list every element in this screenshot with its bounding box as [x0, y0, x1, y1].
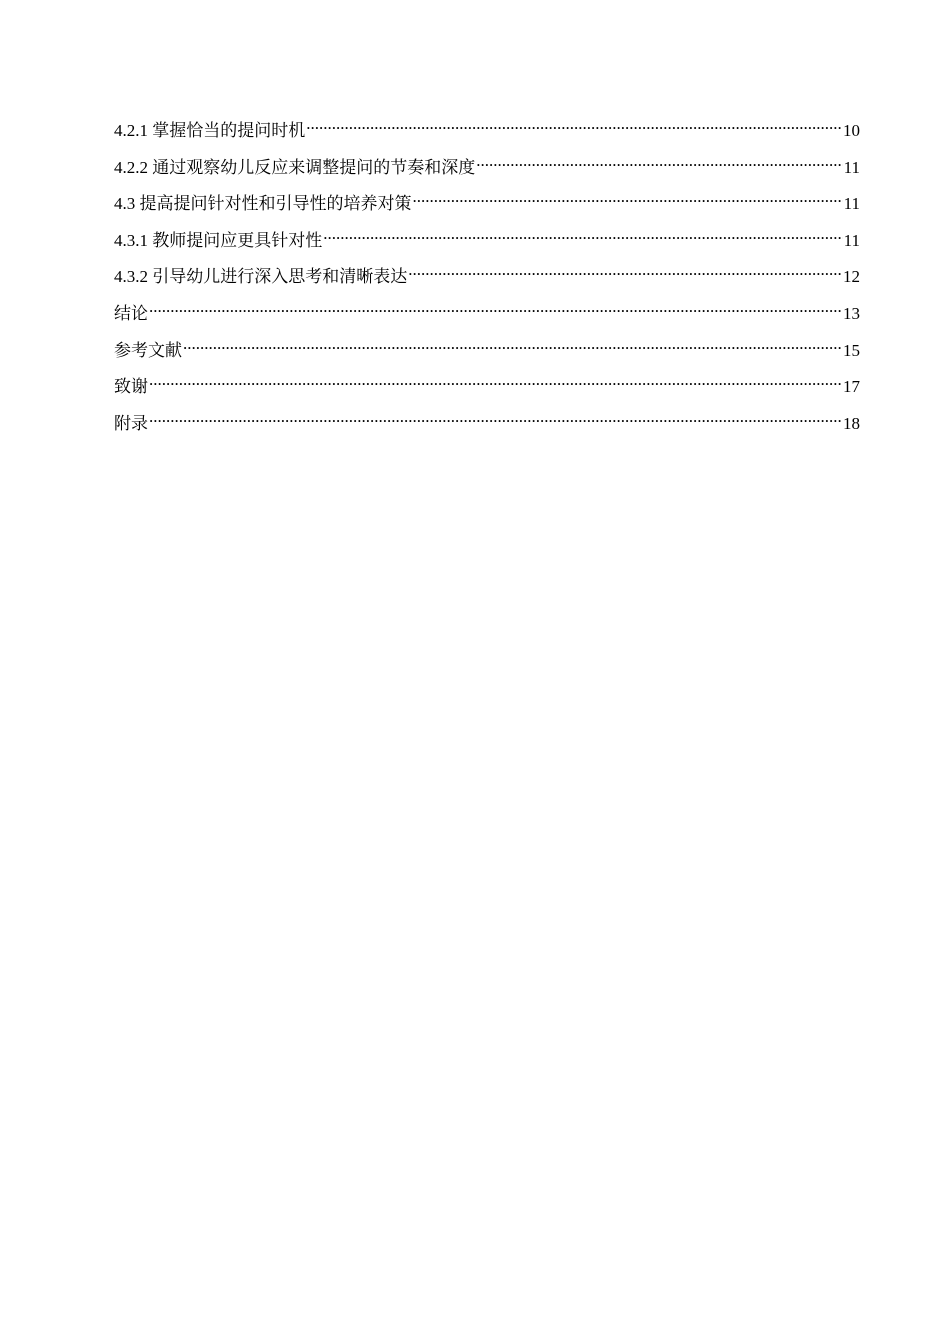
- toc-dot-leader: [413, 185, 843, 209]
- toc-entry-page-number: 12: [843, 267, 860, 287]
- toc-entry[interactable]: [114, 112, 860, 149]
- toc-entry-title: 4.3.1 教师提问应更具针对性: [114, 230, 323, 250]
- toc-entry-title: 参考文献: [114, 340, 182, 360]
- toc-entry-title: 致谢: [114, 377, 148, 397]
- toc-dot-leader: [183, 332, 842, 356]
- toc-entry-page-number: 11: [843, 157, 860, 177]
- toc-dot-leader: [149, 405, 842, 429]
- table-of-contents: [114, 112, 860, 441]
- toc-entry-page-number: 18: [843, 413, 860, 433]
- toc-dot-leader: [408, 258, 842, 282]
- toc-entry-page-number: 11: [843, 230, 860, 250]
- toc-entry[interactable]: [114, 258, 860, 295]
- toc-entry-page-number: 17: [843, 377, 860, 397]
- toc-dot-leader: [306, 112, 842, 136]
- toc-entry[interactable]: [114, 185, 860, 222]
- toc-entry[interactable]: [114, 295, 860, 332]
- toc-entry-page-number: 13: [843, 303, 860, 323]
- toc-entry[interactable]: [114, 332, 860, 369]
- toc-dot-leader: [476, 149, 842, 173]
- toc-entry[interactable]: [114, 149, 860, 186]
- toc-entry-page-number: 11: [843, 194, 860, 214]
- toc-entry-title: 附录: [114, 413, 148, 433]
- toc-dot-leader: [323, 222, 842, 246]
- toc-dot-leader: [149, 368, 842, 392]
- toc-entry-title: 4.3.2 引导幼儿进行深入思考和清晰表达: [114, 267, 408, 287]
- toc-entry-title: 4.3 提高提问针对性和引导性的培养对策: [114, 194, 412, 214]
- toc-entry[interactable]: [114, 405, 860, 442]
- toc-entry[interactable]: [114, 222, 860, 259]
- toc-entry-title: 4.2.2 通过观察幼儿反应来调整提问的节奏和深度: [114, 157, 476, 177]
- toc-entry-page-number: 10: [843, 121, 860, 140]
- toc-entry-page-number: 15: [843, 340, 860, 360]
- toc-entry[interactable]: [114, 368, 860, 405]
- toc-entry-title: 结论: [114, 303, 148, 323]
- toc-dot-leader: [149, 295, 842, 319]
- toc-entry-title: 4.2.1 掌握恰当的提问时机: [114, 121, 306, 140]
